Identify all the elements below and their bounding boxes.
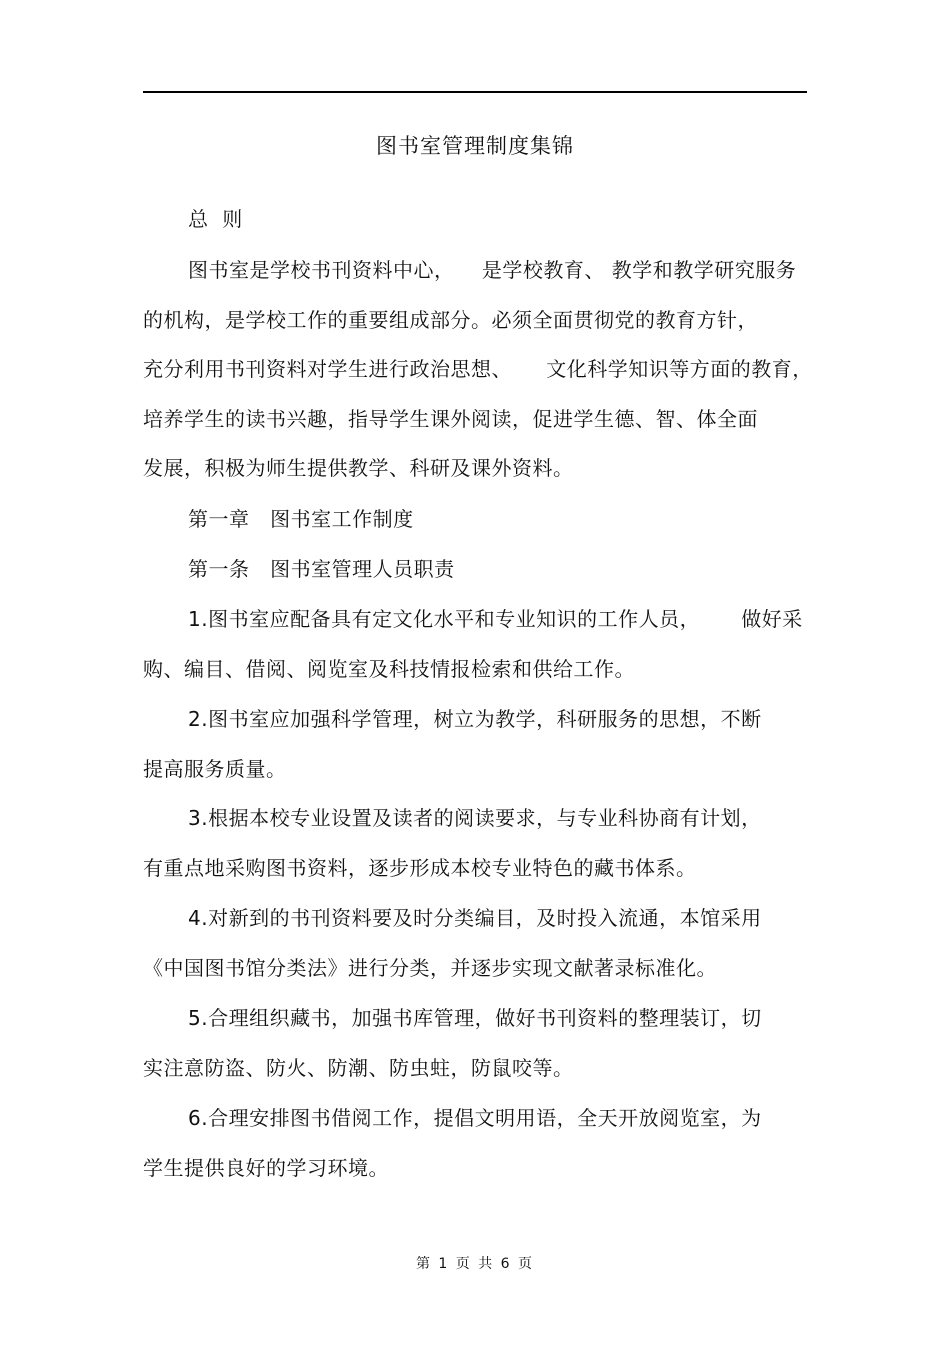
intro-line-5: 发展，积极为师生提供教学、科研及课外资料。 [143, 456, 574, 480]
item-2-line-2: 提高服务质量。 [143, 757, 287, 781]
item-6-line-2: 学生提供良好的学习环境。 [143, 1156, 389, 1180]
chapter-heading: 第一章 图书室工作制度 [188, 507, 414, 531]
item-5-line-2: 实注意防盗、防火、防潮、防虫蛀，防鼠咬等。 [143, 1056, 574, 1080]
document-title: 图书室管理制度集锦 [376, 134, 574, 158]
item-6-line-1: 6.合理安排图书借阅工作，提倡文明用语，全天开放阅览室，为 [188, 1106, 762, 1130]
intro-line-4: 培养学生的读书兴趣，指导学生课外阅读，促进学生德、智、体全面 [143, 407, 758, 431]
page-number-footer: 第 1 页 共 6 页 [415, 1256, 535, 1272]
article-heading: 第一条 图书室管理人员职责 [188, 557, 455, 581]
header-rule [143, 91, 807, 93]
item-1-line-1: 1.图书室应配备具有定文化水平和专业知识的工作人员， 做好采 [188, 607, 803, 631]
item-3-line-2: 有重点地采购图书资料，逐步形成本校专业特色的藏书体系。 [143, 856, 697, 880]
intro-line-1: 图书室是学校书刊资料中心， 是学校教育、 教学和教学研究服务 [188, 258, 797, 282]
item-2-line-1: 2.图书室应加强科学管理，树立为教学，科研服务的思想，不断 [188, 707, 762, 731]
item-3-line-1: 3.根据本校专业设置及读者的阅读要求，与专业科协商有计划， [188, 806, 762, 830]
item-4-line-2: 《中国图书馆分类法》进行分类，并逐步实现文献著录标准化。 [143, 956, 717, 980]
section-heading: 总 则 [188, 207, 243, 231]
intro-line-3: 充分利用书刊资料对学生进行政治思想、 文化科学知识等方面的教育， [143, 357, 813, 381]
item-5-line-1: 5.合理组织藏书，加强书库管理，做好书刊资料的整理装订，切 [188, 1006, 762, 1030]
item-4-line-1: 4.对新到的书刊资料要及时分类编目，及时投入流通，本馆采用 [188, 906, 762, 930]
intro-line-2: 的机构，是学校工作的重要组成部分。必须全面贯彻党的教育方针， [143, 308, 758, 332]
item-1-line-2: 购、编目、借阅、阅览室及科技情报检索和供给工作。 [143, 657, 635, 681]
